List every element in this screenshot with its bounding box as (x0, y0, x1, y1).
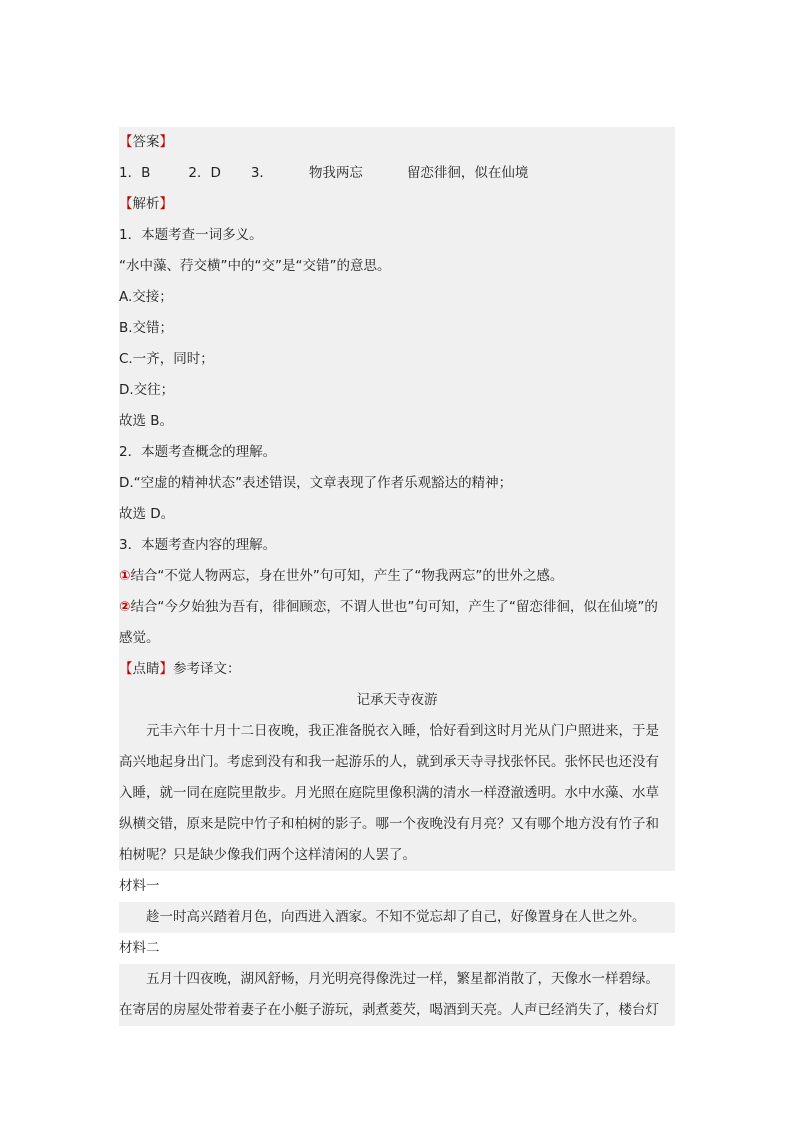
tips-heading (119, 654, 675, 685)
bracket-open: 【 (119, 661, 133, 677)
material-2-line: 五月十四夜晚，湖风舒畅，月光明亮得像洗过一样，繁星都消散了，天像水一样碧绿。 (119, 964, 675, 995)
material-1-text: 趁一时高兴踏着月色，向西进入酒家。不知不觉忘却了自己，好像置身在人世之外。 (119, 902, 675, 933)
analysis-q1-note: “水中藻、荇交横”中的“交”是“交错”的意思。 (119, 251, 675, 282)
option-b: B.交错； (119, 313, 675, 344)
answer-heading-label: 答案 (132, 134, 160, 150)
material-2-label: 材料二 (119, 940, 160, 956)
reference-translation-label: 参考译文： (173, 661, 241, 677)
analysis-q3-point-2-cont: 感觉。 (119, 623, 675, 654)
point-1-text: 结合“不觉人物两忘，身在世外”句可知，产生了“物我两忘”的世外之感。 (130, 568, 564, 584)
analysis-q3-point-1 (119, 561, 675, 592)
bracket-close: 】 (159, 661, 173, 677)
document-body (119, 127, 675, 1026)
circled-one-icon: ① (119, 568, 131, 584)
analysis-q3: 3．本题考查内容的理解。 (119, 530, 675, 561)
answer-heading (119, 127, 675, 158)
translation-line: 元丰六年十月十二日夜晚，我正准备脱衣入睡，恰好看到这时月光从门户照进来，于是 (119, 716, 675, 747)
option-c: C.一齐，同时； (119, 344, 675, 375)
material-2-line: 在寄居的房屋处带着妻子在小艇子游玩，剥煮菱芡，喝酒到天亮。人声已经消失了，楼台灯 (119, 995, 675, 1026)
translation-line: 柏树呢？只是缺少像我们两个这样清闲的人罢了。 (119, 840, 675, 871)
analysis-q2: 2．本题考查概念的理解。 (119, 437, 675, 468)
answer-3-number: 3． (250, 165, 273, 181)
material-1-label: 材料一 (119, 878, 160, 894)
translation-line: 纵横交错，原来是院中竹子和柏树的影子。哪一个夜晚没有月亮？又有哪个地方没有竹子和 (119, 809, 675, 840)
option-d: D.交往； (119, 375, 675, 406)
circled-two-icon: ② (119, 599, 131, 615)
analysis-q2-note: D.“空虚的精神状态”表述错误，文章表现了作者乐观豁达的精神； (119, 468, 675, 499)
answer-3-part-2: 留恋徘徊，似在仙境 (406, 165, 529, 181)
answer-line (119, 158, 675, 189)
tips-heading-label: 点睛 (132, 661, 160, 677)
translation-line: 入睡，就一同在庭院里散步。月光照在庭院里像积满的清水一样澄澈透明。水中水藻、水草 (119, 778, 675, 809)
analysis-q2-choice: 故选 D。 (119, 499, 675, 530)
analysis-heading (119, 189, 675, 220)
bracket-close: 】 (159, 196, 173, 212)
translation-title: 记承天寺夜游 (119, 685, 675, 716)
bracket-open: 【 (119, 196, 133, 212)
analysis-q3-point-2 (119, 592, 675, 623)
answer-3-part-1: 物我两忘 (308, 165, 363, 181)
bracket-close: 】 (159, 134, 173, 150)
analysis-heading-label: 解析 (132, 196, 160, 212)
answer-2: 2．D (188, 165, 221, 181)
point-2-text: 结合“今夕始独为吾有，徘徊顾恋，不谓人世也”句可知，产生了“留恋徘徊，似在仙境”的 (130, 599, 658, 615)
translation-line: 高兴地起身出门。考虑到没有和我一起游乐的人，就到承天寺寻找张怀民。张怀民也还没有 (119, 747, 675, 778)
analysis-q1: 1．本题考查一词多义。 (119, 220, 675, 251)
analysis-q1-choice: 故选 B。 (119, 406, 675, 437)
option-a: A.交接； (119, 282, 675, 313)
answer-1: 1．B (119, 165, 151, 181)
bracket-open: 【 (119, 134, 133, 150)
